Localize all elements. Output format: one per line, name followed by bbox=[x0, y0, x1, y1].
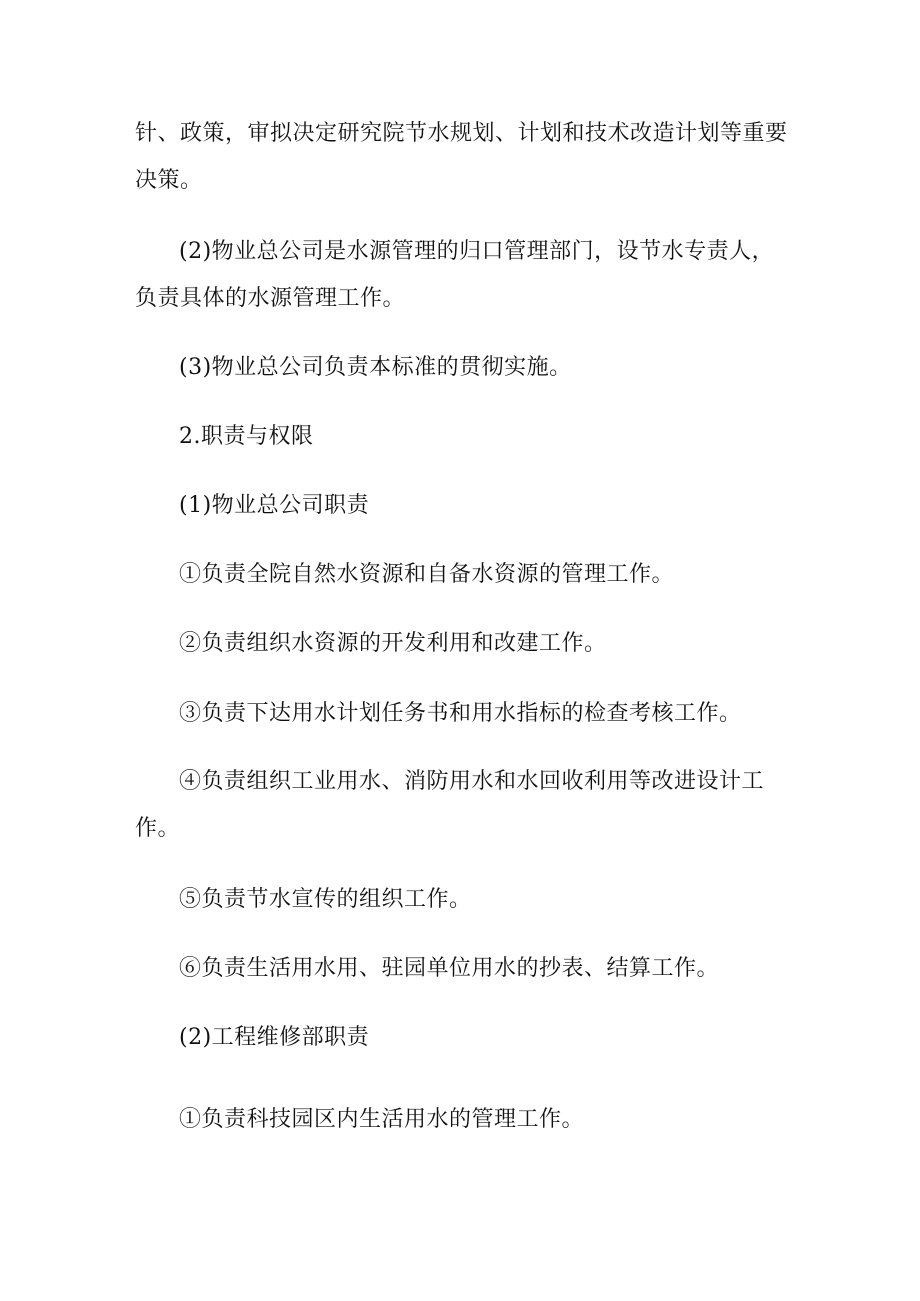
section-heading: 2.职责与权限 bbox=[179, 424, 314, 449]
paragraph-item-2: (2)物业总公司是水源管理的归口管理部门，设节水专责人，负责具体的水源管理工作。 bbox=[135, 239, 775, 311]
duty-item-4: ④负责组织工业用水、消防用水和水回收利用等改进设计工作。 bbox=[135, 769, 765, 841]
duty-item-5: ⑤负责节水宣传的组织工作。 bbox=[179, 887, 472, 912]
duty-item-2: ②负责组织水资源的开发利用和改建工作。 bbox=[179, 631, 607, 656]
maintenance-duty-item-1: ①负责科技园区内生活用水的管理工作。 bbox=[179, 1107, 585, 1132]
paragraph-item-3: (3)物业总公司负责本标准的贯彻实施。 bbox=[179, 355, 572, 380]
subsection-heading-2: (2)工程维修部职责 bbox=[179, 1025, 370, 1050]
duty-item-6: ⑥负责生活用水用、驻园单位用水的抄表、结算工作。 bbox=[179, 956, 720, 981]
paragraph-continuation: 针、政策，审拟决定研究院节水规划、计划和技术改造计划等重要决策。 bbox=[135, 121, 788, 193]
duty-item-3: ③负责下达用水计划任务书和用水指标的检查考核工作。 bbox=[179, 701, 742, 726]
duty-item-1: ①负责全院自然水资源和自备水资源的管理工作。 bbox=[179, 562, 675, 587]
subsection-heading-1: (1)物业总公司职责 bbox=[179, 493, 370, 518]
